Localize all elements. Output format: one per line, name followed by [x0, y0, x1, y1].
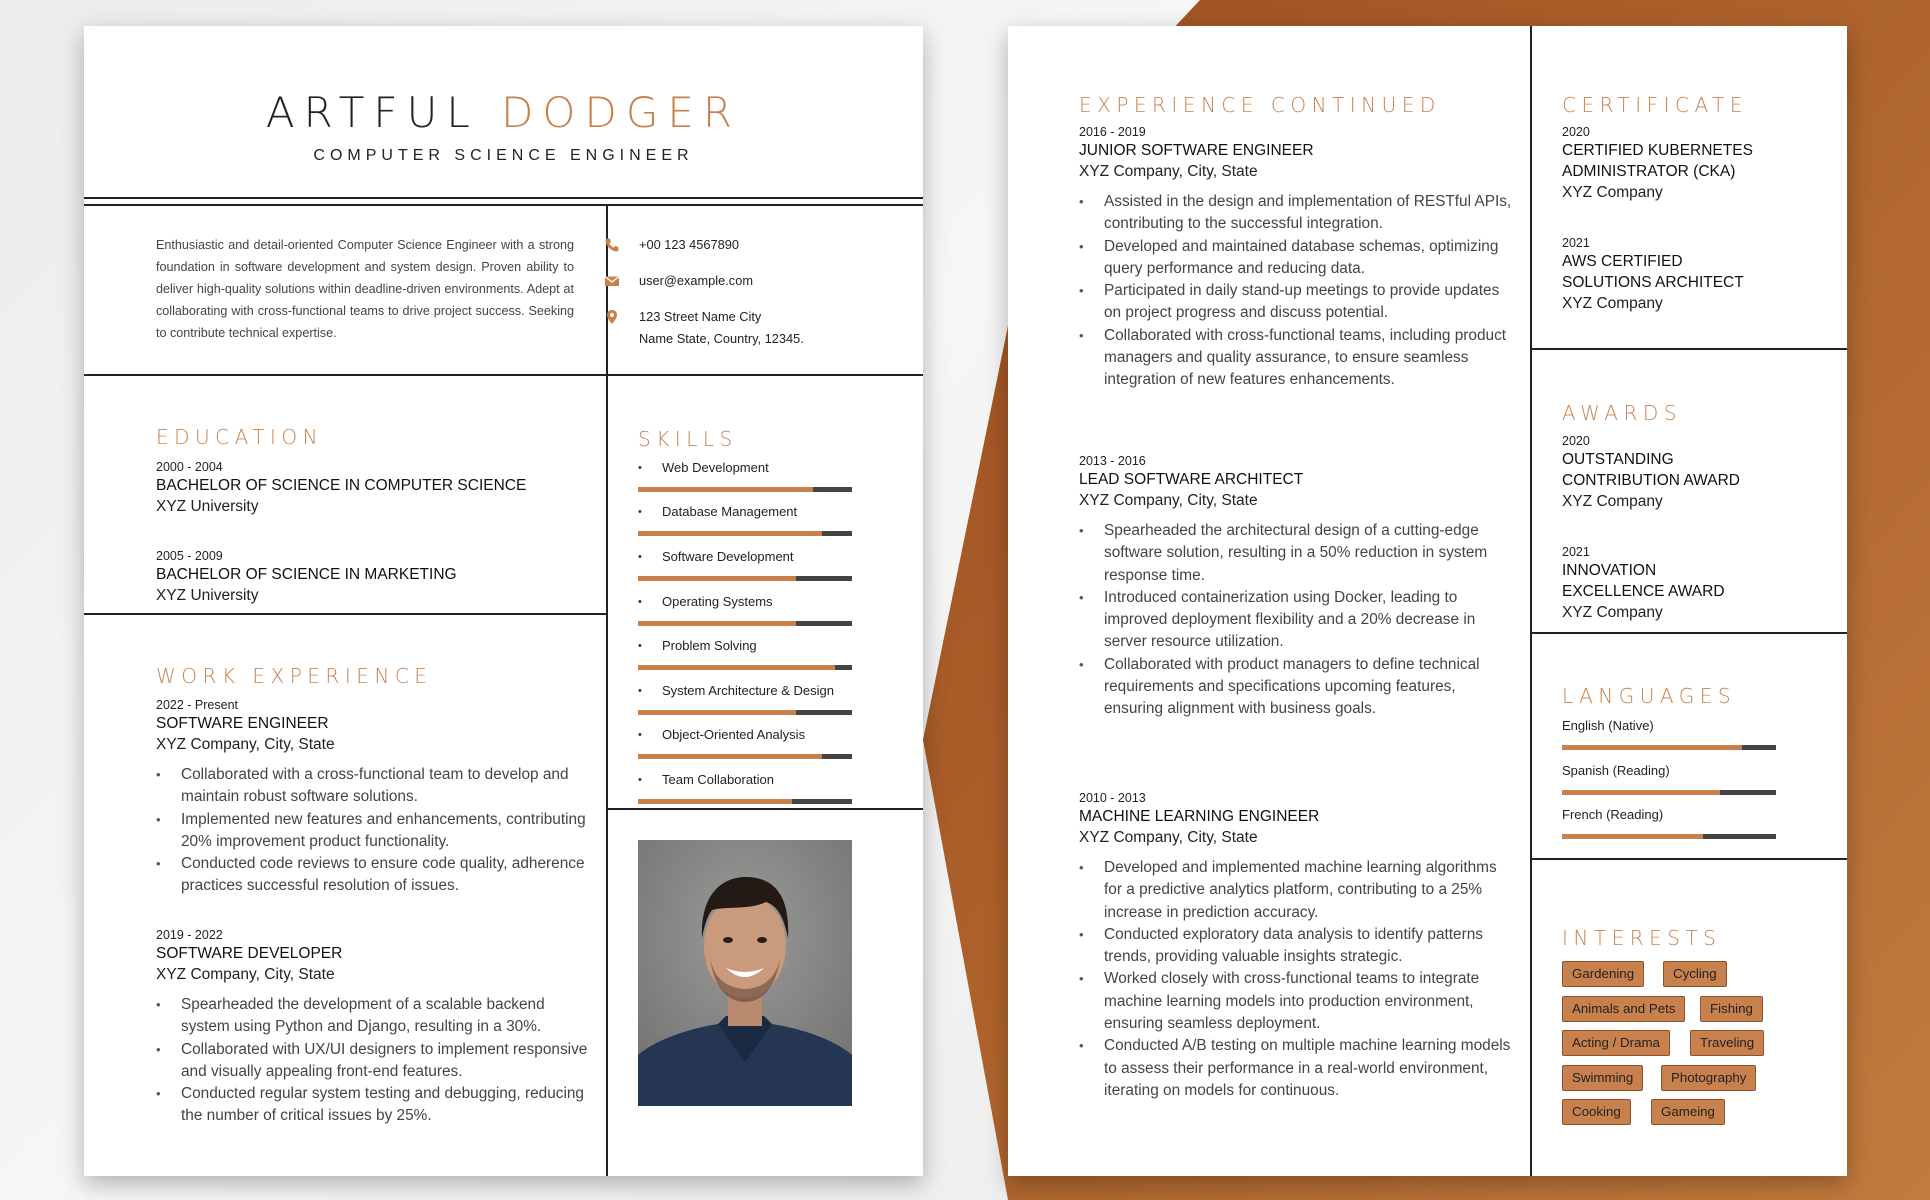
column-divider: [606, 204, 608, 1176]
email-text: user@example.com: [639, 273, 753, 288]
experience-bullet: • Introduced containerization using Docker, leading to improved deployment flexibility and a 20% decrease in server resource utilization.: [1079, 587, 1514, 654]
section-divider-languages: [1530, 858, 1847, 860]
address-line-2: Name State, Country, 12345.: [639, 331, 804, 346]
interests-heading: INTERESTS: [1562, 926, 1722, 950]
certificate-entry: [1562, 125, 1753, 202]
language-item: [1562, 761, 1776, 795]
interest-tag: Animals and Pets: [1562, 996, 1685, 1022]
contact-address: [639, 306, 804, 350]
skill-label: • Object-Oriented Analysis: [638, 725, 852, 745]
award-entry: [1562, 545, 1725, 622]
header-divider-bottom: [84, 204, 923, 206]
education-entry: [156, 460, 526, 516]
experience-bullets: [1079, 191, 1514, 392]
work-bullet: • Spearheaded the development of a scalable backend system using Python and Django, resulting in a 30%.: [156, 994, 591, 1039]
skill-level-bar: [638, 487, 852, 492]
language-level-fill: [1562, 745, 1742, 750]
header-divider-top: [84, 197, 923, 199]
skill-item: [638, 636, 852, 670]
experience-bullet: • Conducted exploratory data analysis to identify patterns trends, providing valuable insights strategic.: [1079, 924, 1514, 969]
work-years: 2022 - Present: [156, 698, 238, 712]
certificate-name-line-1: CERTIFIED KUBERNETES: [1562, 142, 1753, 159]
award-issuer: XYZ Company: [1562, 604, 1663, 621]
portrait-illustration: [638, 840, 852, 1106]
language-level-bar: [1562, 745, 1776, 750]
experience-entry: [1079, 791, 1514, 1102]
skill-level-fill: [638, 710, 796, 715]
education-entry: [156, 549, 457, 605]
experience-role: LEAD SOFTWARE ARCHITECT: [1079, 471, 1304, 488]
experience-bullets: [1079, 520, 1514, 721]
experience-company: XYZ Company, City, State: [1079, 163, 1258, 180]
skill-level-bar: [638, 576, 852, 581]
experience-bullet: • Conducted A/B testing on multiple machine learning models to assess their performance in a real-world environment, iterating on models for continuous.: [1079, 1035, 1514, 1102]
interest-tag: Fishing: [1700, 996, 1763, 1022]
work-bullets: [156, 994, 591, 1128]
column-divider: [1530, 26, 1532, 1176]
skill-item: [638, 547, 852, 581]
language-label: French (Reading): [1562, 807, 1664, 822]
address-line-1: 123 Street Name City: [639, 309, 762, 324]
award-name-line-1: OUTSTANDING: [1562, 451, 1674, 468]
work-bullet: • Implemented new features and enhancements, contributing 20% improvement product functionality.: [156, 809, 591, 854]
award-name-line-1: INNOVATION: [1562, 562, 1657, 579]
education-school: XYZ University: [156, 498, 259, 515]
experience-bullet: • Collaborated with product managers to define technical requirements and specifications upcoming features, ensuring alignment with business goals.: [1079, 654, 1514, 721]
experience-entry: [1079, 454, 1514, 721]
experience-bullet: • Developed and implemented machine learning algorithms for a predictive analytics platform, contributing to a 25% increase in prediction accuracy.: [1079, 857, 1514, 924]
skill-item: [638, 502, 852, 536]
resume-page-1: [84, 26, 923, 1176]
first-name: ARTFUL: [265, 88, 479, 137]
award-year: 2021: [1562, 545, 1590, 559]
education-school: XYZ University: [156, 587, 259, 604]
skill-level-fill: [638, 754, 822, 759]
interest-tag: Photography: [1661, 1065, 1756, 1091]
experience-bullet: • Collaborated with cross-functional teams, including product managers and quality assurance, to ensure seamless integration of new features enhancements.: [1079, 325, 1514, 392]
skill-level-fill: [638, 576, 796, 581]
last-name: DODGER: [501, 88, 742, 137]
work-entry: [156, 698, 591, 898]
certificate-name-line-2: SOLUTIONS ARCHITECT: [1562, 274, 1744, 291]
skill-label: • Operating Systems: [638, 592, 852, 612]
profile-summary: Enthusiastic and detail-oriented Computer Science Engineer with a strong foundation in software development and system design. Proven ability to deliver high-quality solutions within deadline-driven environments. Adept at collaborating with cross-functional teams to drive project success. Seeking to contribute technical expertise.: [156, 238, 574, 340]
language-label: Spanish (Reading): [1562, 763, 1670, 778]
certificate-issuer: XYZ Company: [1562, 184, 1663, 201]
skill-level-fill: [638, 799, 792, 804]
skill-label: • System Architecture & Design: [638, 681, 852, 701]
experience-bullet: • Participated in daily stand-up meetings to provide updates on project progress and discuss potential.: [1079, 280, 1514, 325]
skill-label: • Problem Solving: [638, 636, 852, 656]
language-level-bar: [1562, 790, 1776, 795]
skill-level-bar: [638, 531, 852, 536]
work-bullets: [156, 764, 591, 898]
education-years: 2000 - 2004: [156, 460, 223, 474]
work-entry: [156, 928, 591, 1128]
skill-item: [638, 770, 852, 804]
certificate-issuer: XYZ Company: [1562, 295, 1663, 312]
work-bullet: • Conducted code reviews to ensure code quality, adherence practices successful resolution of issues.: [156, 853, 591, 898]
experience-role: MACHINE LEARNING ENGINEER: [1079, 808, 1320, 825]
education-degree: BACHELOR OF SCIENCE IN MARKETING: [156, 566, 457, 583]
award-name-line-2: CONTRIBUTION AWARD: [1562, 472, 1740, 489]
experience-bullet: • Spearheaded the architectural design of a cutting-edge software solution, resulting in a 50% reduction in system response time.: [1079, 520, 1514, 587]
interest-tag: Swimming: [1562, 1065, 1643, 1091]
section-divider-summary: [84, 374, 923, 376]
experience-years: 2010 - 2013: [1079, 791, 1146, 805]
work-company: XYZ Company, City, State: [156, 966, 335, 983]
interest-tag: Cooking: [1562, 1099, 1631, 1125]
skill-label: • Database Management: [638, 502, 852, 522]
resume-page-2: [1008, 26, 1847, 1176]
skill-level-bar: [638, 665, 852, 670]
skill-item: [638, 592, 852, 626]
skill-level-bar: [638, 799, 852, 804]
work-experience-heading: WORK EXPERIENCE: [156, 664, 433, 688]
work-role: SOFTWARE DEVELOPER: [156, 945, 343, 962]
skill-level-fill: [638, 531, 822, 536]
experience-bullet: • Developed and maintained database schemas, optimizing query performance and reducing data.: [1079, 236, 1514, 281]
education-degree: BACHELOR OF SCIENCE IN COMPUTER SCIENCE: [156, 477, 527, 494]
skill-item: [638, 458, 852, 492]
education-heading: EDUCATION: [156, 425, 324, 449]
contact-phone: [639, 234, 739, 256]
certificate-name-line-1: AWS CERTIFIED: [1562, 253, 1683, 270]
education-years: 2005 - 2009: [156, 549, 223, 563]
work-bullet: • Conducted regular system testing and debugging, reducing the number of critical issues by 25%.: [156, 1083, 591, 1128]
skill-level-bar: [638, 710, 852, 715]
work-years: 2019 - 2022: [156, 928, 223, 942]
skill-level-fill: [638, 621, 796, 626]
interest-tag: Gameing: [1651, 1099, 1725, 1125]
skill-level-bar: [638, 754, 852, 759]
skill-level-bar: [638, 621, 852, 626]
experience-bullet: • Worked closely with cross-functional teams to integrate machine learning models into production environment, ensuring seamless deployment.: [1079, 968, 1514, 1035]
languages-heading: LANGUAGES: [1562, 684, 1737, 708]
certificate-year: 2021: [1562, 236, 1590, 250]
award-entry: [1562, 434, 1740, 511]
section-divider-education: [84, 613, 606, 615]
experience-bullets: [1079, 857, 1514, 1102]
skills-heading: SKILLS: [638, 427, 738, 451]
skill-item: [638, 725, 852, 759]
award-year: 2020: [1562, 434, 1590, 448]
experience-bullet: • Assisted in the design and implementation of RESTful APIs, contributing to the successful integration.: [1079, 191, 1514, 236]
certificate-heading: CERTIFICATE: [1562, 93, 1749, 117]
work-role: SOFTWARE ENGINEER: [156, 715, 329, 732]
interest-tag: Traveling: [1690, 1030, 1764, 1056]
certificate-year: 2020: [1562, 125, 1590, 139]
language-item: [1562, 805, 1776, 839]
award-issuer: XYZ Company: [1562, 493, 1663, 510]
interest-tag: Gardening: [1562, 961, 1644, 987]
skill-label: • Team Collaboration: [638, 770, 852, 790]
experience-company: XYZ Company, City, State: [1079, 492, 1258, 509]
language-item: [1562, 716, 1776, 750]
experience-continued-heading: EXPERIENCE CONTINUED: [1079, 93, 1441, 117]
work-company: XYZ Company, City, State: [156, 736, 335, 753]
language-level-fill: [1562, 834, 1703, 839]
skill-level-fill: [638, 487, 813, 492]
job-title: COMPUTER SCIENCE ENGINEER: [313, 147, 694, 164]
section-divider-awards: [1530, 632, 1847, 634]
section-divider-certificate: [1530, 348, 1847, 350]
experience-entry: [1079, 125, 1514, 392]
skill-level-fill: [638, 665, 835, 670]
experience-years: 2013 - 2016: [1079, 454, 1146, 468]
language-level-fill: [1562, 790, 1720, 795]
language-label: English (Native): [1562, 718, 1654, 733]
skill-label: • Software Development: [638, 547, 852, 567]
mail-icon: [604, 273, 620, 289]
profile-photo: [638, 840, 852, 1106]
language-level-bar: [1562, 834, 1776, 839]
award-name-line-2: EXCELLENCE AWARD: [1562, 583, 1725, 600]
contact-email: [639, 270, 753, 292]
section-divider-skills: [606, 808, 923, 810]
certificate-entry: [1562, 236, 1744, 313]
experience-years: 2016 - 2019: [1079, 125, 1146, 139]
phone-text: +00 123 4567890: [639, 237, 739, 252]
interest-tag: Cycling: [1663, 961, 1727, 987]
interest-tag: Acting / Drama: [1562, 1030, 1670, 1056]
awards-heading: AWARDS: [1562, 401, 1682, 425]
skill-item: [638, 681, 852, 715]
experience-role: JUNIOR SOFTWARE ENGINEER: [1079, 142, 1314, 159]
work-bullet: • Collaborated with a cross-functional team to develop and maintain robust software solutions.: [156, 764, 591, 809]
work-bullet: • Collaborated with UX/UI designers to implement responsive and visually appealing front-end features.: [156, 1039, 591, 1084]
phone-icon: [604, 237, 620, 253]
experience-company: XYZ Company, City, State: [1079, 829, 1258, 846]
candidate-name: [84, 88, 923, 137]
certificate-name-line-2: ADMINISTRATOR (CKA): [1562, 163, 1736, 180]
skill-label: • Web Development: [638, 458, 852, 478]
location-pin-icon: [604, 309, 620, 325]
